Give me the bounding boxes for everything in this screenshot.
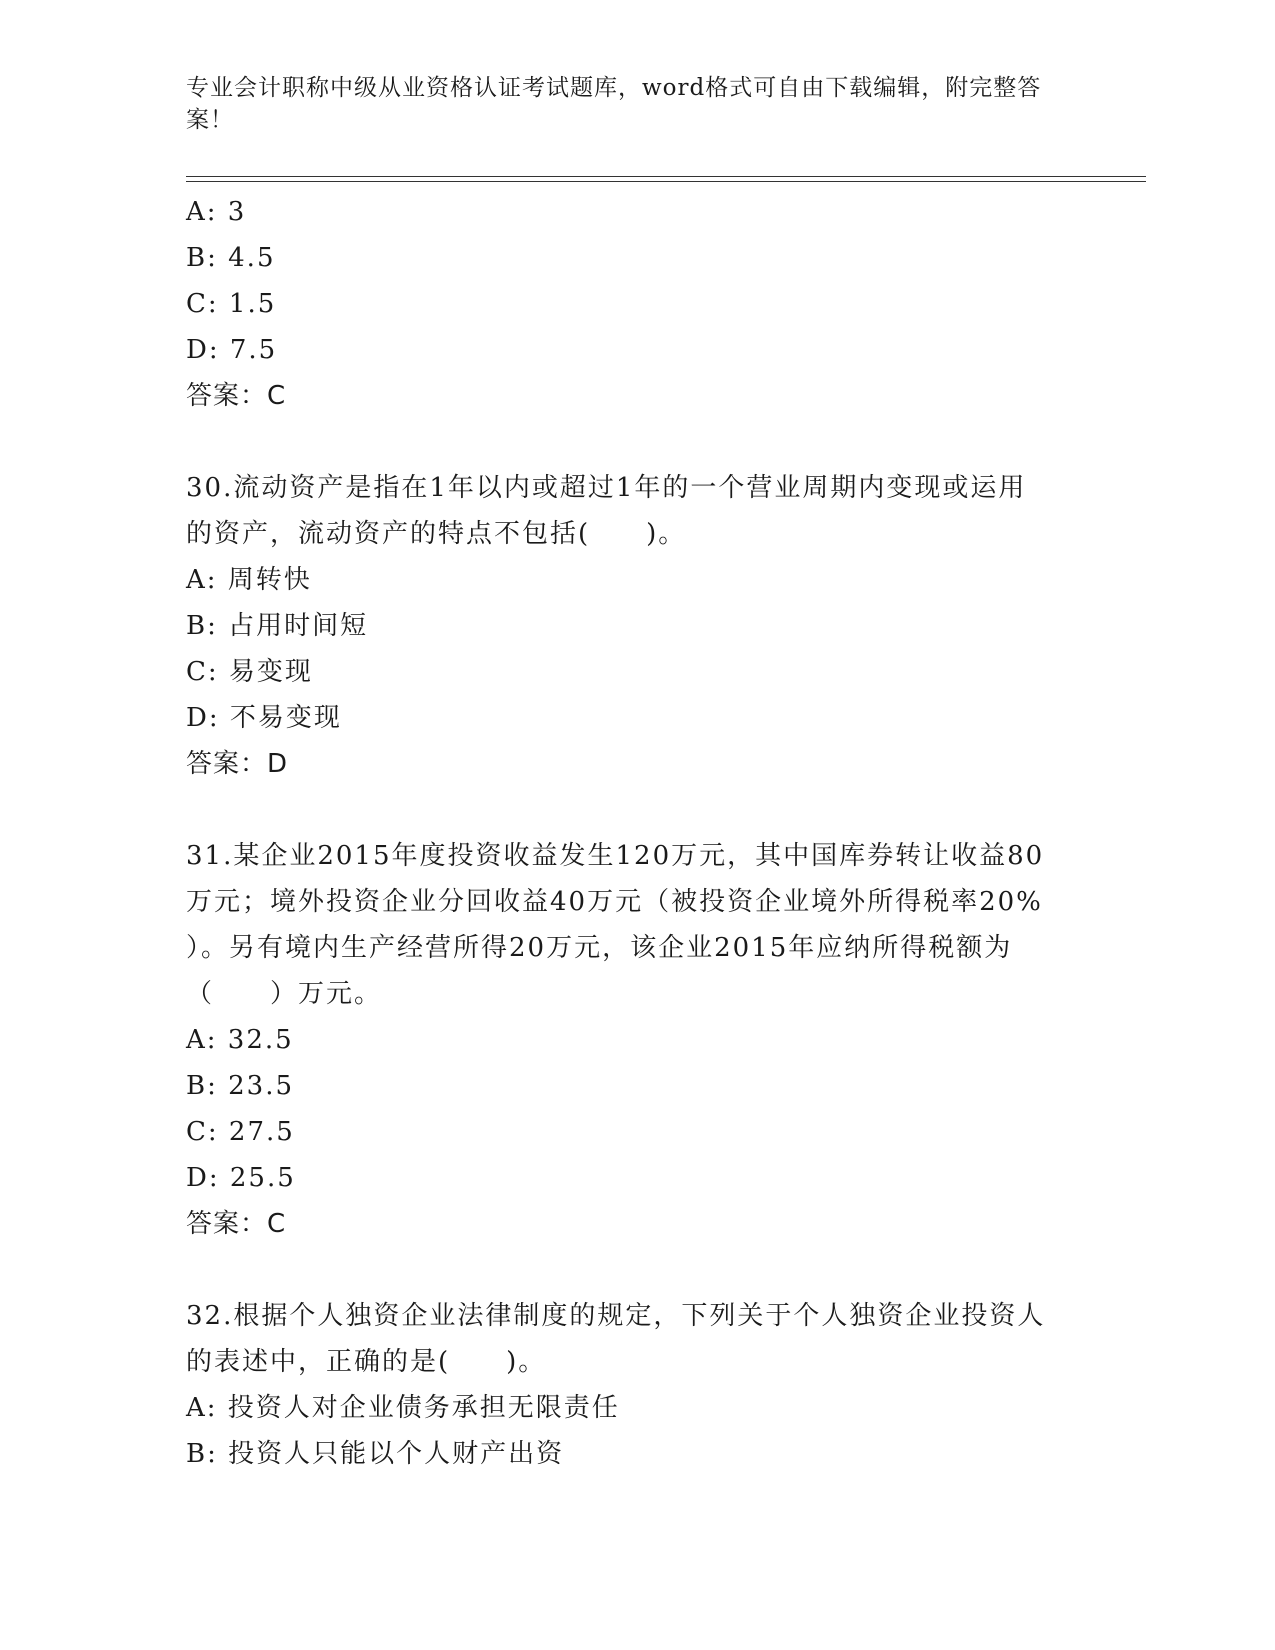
question-text-line: （ ）万元。 <box>186 979 383 1009</box>
question-text-line: 的表述中，正确的是( )。 <box>186 1347 547 1377</box>
option-a: A: 周转快 <box>186 565 312 595</box>
option-a: A: 32.5 <box>186 1025 294 1055</box>
answer-line: 答案：C <box>186 1209 287 1239</box>
option-b: B: 4.5 <box>186 243 276 273</box>
option-c: C: 27.5 <box>186 1117 295 1147</box>
question-30 <box>186 465 1086 787</box>
question-text-line: 30.流动资产是指在1年以内或超过1年的一个营业周期内变现或运用 <box>186 473 1027 503</box>
header-divider-bottom <box>186 181 1146 182</box>
question-text-line: ）。另有境内生产经营所得20万元，该企业2015年应纳所得税额为 <box>186 933 1013 963</box>
option-c: C: 易变现 <box>186 657 313 687</box>
question-text-line: 32.根据个人独资企业法律制度的规定，下列关于个人独资企业投资人 <box>186 1301 1046 1331</box>
option-c: C: 1.5 <box>186 289 277 319</box>
question-text-line: 31.某企业2015年度投资收益发生120万元，其中国库券转让收益80 <box>186 841 1045 871</box>
question-29 <box>186 189 1086 419</box>
option-d: D: 25.5 <box>186 1163 296 1193</box>
option-d: D: 不易变现 <box>186 703 342 733</box>
question-31 <box>186 833 1086 1247</box>
question-text-line: 万元；境外投资企业分回收益40万元（被投资企业境外所得税率20% <box>186 887 1043 917</box>
option-a: A: 投资人对企业债务承担无限责任 <box>186 1393 620 1423</box>
question-list <box>186 189 1086 1477</box>
question-text-line: 的资产，流动资产的特点不包括( )。 <box>186 519 687 549</box>
header-divider-top <box>186 176 1146 177</box>
option-b: B: 投资人只能以个人财产出资 <box>186 1439 565 1469</box>
option-a: A: 3 <box>186 197 247 227</box>
option-b: B: 23.5 <box>186 1071 295 1101</box>
option-d: D: 7.5 <box>186 335 278 365</box>
answer-line: 答案：D <box>186 749 289 779</box>
document-header: 专业会计职称中级从业资格认证考试题库，word格式可自由下载编辑，附完整答案！ <box>186 75 1042 133</box>
question-32 <box>186 1293 1086 1477</box>
option-b: B: 占用时间短 <box>186 611 369 641</box>
answer-line: 答案：C <box>186 381 287 411</box>
